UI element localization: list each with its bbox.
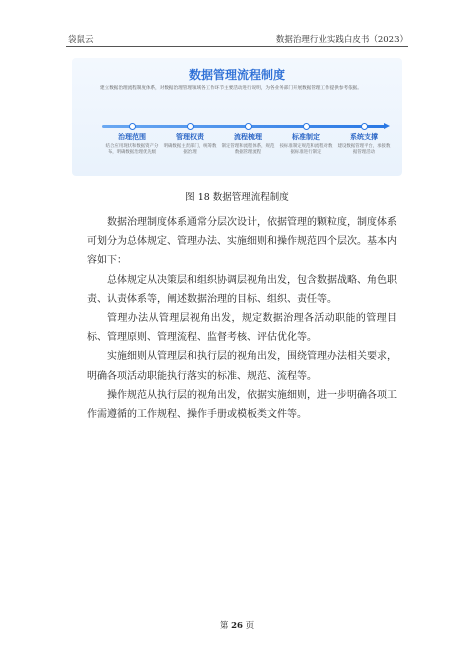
flow-node-dot [303, 123, 310, 130]
paragraph: 操作规范从执行层的视角出发，依据实施细则，进一步明确各项工作需遵循的工作规程、操作手册或模板类文件等。 [87, 389, 397, 421]
header-brand: 袋鼠云 [68, 35, 94, 45]
footer-prefix: 第 [219, 621, 229, 631]
flow-arrow-icon [384, 123, 390, 129]
figure-description: 建立数据治理流程制度体系，对数据治理管理领域各工作环节主要活动进行说明，为各业务部门开展数据管理工作提供参考依据。 [100, 86, 362, 91]
page-footer [0, 619, 474, 631]
figure-caption: 图 18 数据管理流程制度 [185, 192, 289, 203]
flow-step-system [336, 132, 392, 157]
header-doc-title: 数据治理行业实践白皮书（2023） [275, 35, 408, 45]
step-label: 治理范围 [118, 133, 146, 141]
figure-title: 数据管理流程制度 [188, 68, 285, 82]
page-header [66, 30, 408, 47]
paragraph: 数据治理制度体系通常分层次设计，依据管理的颗粒度，制度体系可划分为总体规定、管理办法、实施细则和操作规范四个层次。基本内容如下： [87, 217, 397, 267]
flow-node-dot [187, 123, 194, 130]
step-label: 流程梳理 [234, 133, 262, 141]
step-desc: 建设数据管理平台，承接数据管理活动 [337, 144, 391, 156]
flow-line [102, 125, 386, 128]
step-desc: 明确数据主责部门，统筹数据治理 [163, 144, 217, 156]
footer-suffix: 页 [245, 621, 255, 631]
flow-node-dot [361, 123, 368, 130]
step-label: 管理权责 [176, 133, 204, 141]
step-label: 标准制定 [292, 133, 320, 141]
paragraph: 管理办法从管理层视角出发，规定数据治理各活动职能的管理目标、管理原则、管理流程、监督考核、评估优化等。 [87, 313, 397, 344]
paragraph: 实施细则从管理层和执行层的视角出发，围绕管理办法相关要求，明确各项活动职能执行落实的标准、规范、流程等。 [87, 351, 397, 382]
process-figure [72, 58, 402, 176]
step-desc: 结合应用现状和数据资产分布，明确数据治理优先级 [105, 144, 159, 156]
step-label: 系统支撑 [350, 133, 378, 141]
step-desc: 制定管理和流程体系，规范数据管理流程 [221, 144, 275, 156]
page-number: 26 [231, 621, 243, 631]
flow-node-dot [129, 123, 136, 130]
flow-step-process [220, 132, 276, 157]
body-text [87, 213, 397, 424]
flow-node-dot [245, 123, 252, 130]
flow-step-scope [104, 132, 160, 157]
step-desc: 按标准制定规范和流程对数据标准进行制定 [279, 144, 333, 156]
paragraph: 总体规定从决策层和组织协调层视角出发，包含数据战略、角色职责、认责体系等，阐述数据治理的目标、组织、责任等。 [87, 274, 397, 305]
flow-step-responsibility [162, 132, 218, 157]
flow-step-standard [278, 132, 334, 157]
